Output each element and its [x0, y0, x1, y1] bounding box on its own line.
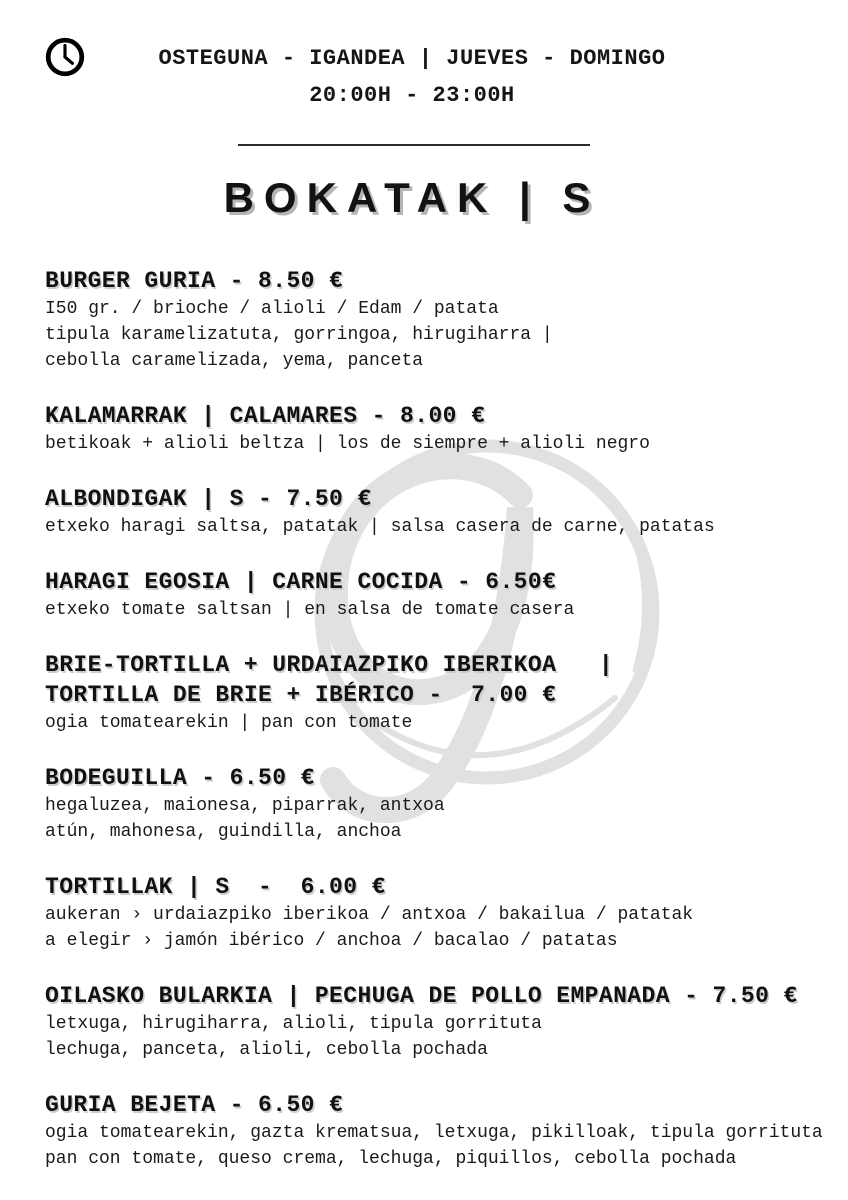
item-description: a elegir › jamón ibérico / anchoa / bacalao / patatas — [45, 931, 618, 951]
item-title: GURIA BEJETA - 6.50 € — [45, 1092, 344, 1118]
item-description: pan con tomate, queso crema, lechuga, piquillos, cebolla pochada — [45, 1149, 737, 1169]
item-title: OILASKO BULARKIA | PECHUGA DE POLLO EMPANADA - 7.50 € — [45, 983, 798, 1009]
menu-item — [45, 266, 842, 374]
menu-item — [45, 763, 842, 845]
item-description: betikoak + alioli beltza | los de siempre + alioli negro — [45, 434, 650, 454]
item-title: TORTILLAK | S - 6.00 € — [45, 874, 386, 900]
item-title: BODEGUILLA - 6.50 € — [45, 765, 315, 791]
item-description: etxeko haragi saltsa, patatak | salsa casera de carne, patatas — [45, 517, 715, 537]
item-description: atún, mahonesa, guindilla, anchoa — [45, 822, 402, 842]
clock-icon — [44, 36, 86, 78]
item-title: KALAMARRAK | CALAMARES - 8.00 € — [45, 403, 486, 429]
opening-hours — [0, 0, 848, 114]
item-description: aukeran › urdaiazpiko iberikoa / antxoa / bakailua / patatak — [45, 905, 694, 925]
item-description: I50 gr. / brioche / alioli / Edam / patata — [45, 299, 499, 319]
menu-item — [45, 872, 842, 954]
menu-item — [45, 981, 842, 1063]
item-title: BURGER GURIA - 8.50 € — [45, 268, 344, 294]
menu-item — [45, 401, 842, 457]
page-title: BOKATAK | S — [223, 174, 601, 221]
item-description: letxuga, hirugiharra, alioli, tipula gorrituta — [45, 1014, 542, 1034]
menu-list — [0, 266, 848, 1172]
item-title: HARAGI EGOSIA | CARNE COCIDA - 6.50€ — [45, 569, 557, 595]
item-title: BRIE-TORTILLA + URDAIAZPIKO IBERIKOA | — [45, 652, 614, 678]
item-description: tipula karamelizatuta, gorringoa, hirugiharra | — [45, 325, 553, 345]
menu-item — [45, 484, 842, 540]
item-title: ALBONDIGAK | S - 7.50 € — [45, 486, 372, 512]
opening-days: OSTEGUNA - IGANDEA | JUEVES - DOMINGO — [158, 46, 666, 71]
menu-item — [45, 650, 842, 736]
item-title: TORTILLA DE BRIE + IBÉRICO - 7.00 € — [45, 682, 557, 708]
item-description: ogia tomatearekin, gazta krematsua, letxuga, pikilloak, tipula gorrituta — [45, 1123, 823, 1143]
item-description: cebolla caramelizada, yema, panceta — [45, 351, 424, 371]
item-description: lechuga, panceta, alioli, cebolla pochada — [45, 1040, 488, 1060]
header-divider — [238, 144, 590, 146]
item-description: etxeko tomate saltsan | en salsa de tomate casera — [45, 600, 575, 620]
menu-item — [45, 1090, 842, 1172]
opening-times: 20:00H - 23:00H — [309, 83, 515, 108]
item-description: hegaluzea, maionesa, piparrak, antxoa — [45, 796, 445, 816]
item-description: ogia tomatearekin | pan con tomate — [45, 713, 413, 733]
menu-item — [45, 567, 842, 623]
